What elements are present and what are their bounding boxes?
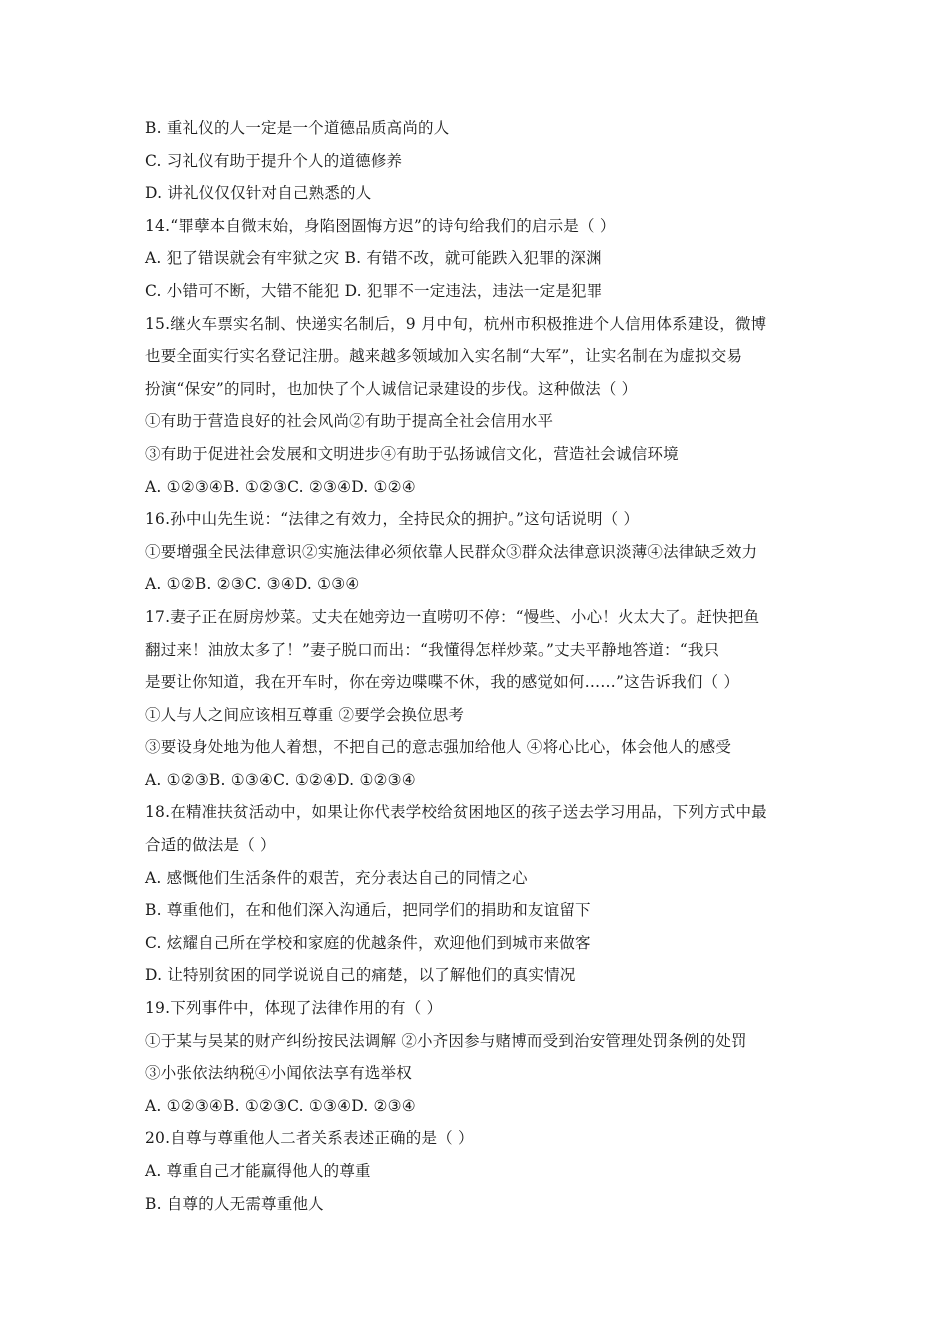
option-line: D. 让特别贫困的同学说说自己的痛楚，以了解他们的真实情况 (145, 966, 576, 985)
question-16-stem: 16.孙中山先生说：“法律之有效力，全持民众的拥护。”这句话说明（ ） (145, 510, 640, 529)
question-15-stem: 15.继火车票实名制、快递实名制后，9 月中旬，杭州市积极推进个人信用体系建设，微博 (145, 314, 767, 333)
question-text-body (145, 112, 810, 1220)
question-15-stem-cont: 也要全面实行实名登记注册。越来越多领域加入实名制“大军”，让实名制在为虚拟交易 (145, 347, 743, 366)
question-18-stem: 18.在精准扶贫活动中，如果让你代表学校给贫困地区的孩子送去学习用品，下列方式中最 (145, 803, 767, 822)
option-line: A. 犯了错误就会有牢狱之灾 B. 有错不改，就可能跌入犯罪的深渊 (145, 249, 602, 268)
question-14-stem: 14.“罪孽本自微末始，身陷囹圄悔方迟”的诗句给我们的启示是（ ） (145, 216, 616, 235)
question-20-stem: 20.自尊与尊重他人二者关系表述正确的是（ ） (145, 1129, 474, 1148)
statement-line: ③要设身处地为他人着想，不把自己的意志强加给他人 ④将心比心，体会他人的感受 (145, 738, 732, 757)
option-line: C. 炫耀自己所在学校和家庭的优越条件，欢迎他们到城市来做客 (145, 933, 591, 952)
option-line: C. 习礼仪有助于提升个人的道德修养 (145, 151, 403, 170)
statement-line: ①要增强全民法律意识②实施法律必须依靠人民群众③群众法律意识淡薄④法律缺乏效力 (145, 542, 758, 561)
option-line: A. 尊重自己才能赢得他人的尊重 (145, 1162, 371, 1180)
option-line: A. 感慨他们生活条件的艰苦，充分表达自己的同情之心 (145, 868, 528, 887)
option-line: D. 讲礼仪仅仅针对自己熟悉的人 (145, 184, 372, 203)
statement-line: ③有助于促进社会发展和文明进步④有助于弘扬诚信文化，营造社会诚信环境 (145, 444, 679, 463)
option-line: A. ①②③④B. ①②③C. ①③④D. ②③④ (145, 1096, 416, 1115)
statement-line: ①有助于营造良好的社会风尚②有助于提高全社会信用水平 (145, 412, 554, 431)
statement-line: ①于某与吴某的财产纠纷按民法调解 ②小齐因参与赌博而受到治安管理处罚条例的处罚 (145, 1031, 747, 1050)
option-line: A. ①②③B. ①③④C. ①②④D. ①②③④ (145, 770, 416, 789)
option-line: B. 尊重他们，在和他们深入沟通后，把同学们的捐助和友谊留下 (145, 901, 591, 920)
option-line: A. ①②B. ②③C. ③④D. ①③④ (145, 575, 360, 594)
statement-line: ①人与人之间应该相互尊重 ②要学会换位思考 (145, 705, 465, 724)
option-line: C. 小错可不断，大错不能犯 D. 犯罪不一定违法，违法一定是犯罪 (145, 281, 603, 300)
option-line: A. ①②③④B. ①②③C. ②③④D. ①②④ (145, 477, 416, 496)
option-line: B. 重礼仪的人一定是一个道德品质高尚的人 (145, 119, 450, 137)
option-line: B. 自尊的人无需尊重他人 (145, 1194, 324, 1213)
question-19-stem: 19.下列事件中，体现了法律作用的有（ ） (145, 999, 443, 1018)
statement-line: ③小张依法纳税④小闻依法享有选举权 (145, 1064, 412, 1083)
question-17-stem-cont: 是要让你知道，我在开车时，你在旁边喋喋不休，我的感觉如何……”这告诉我们（ ） (145, 673, 740, 692)
question-17-stem-cont: 翻过来！油放太多了！”妻子脱口而出：“我懂得怎样炒菜。”丈夫平静地答道：“我只 (145, 640, 720, 659)
question-17-stem: 17.妻子正在厨房炒菜。丈夫在她旁边一直唠叨不停：“慢些、小心！火太大了。赶快把鱼 (145, 607, 760, 626)
question-18-stem-cont: 合适的做法是（ ） (145, 836, 276, 855)
question-15-stem-cont: 扮演“保安”的同时，也加快了个人诚信记录建设的步伐。这种做法（ ） (145, 379, 638, 398)
